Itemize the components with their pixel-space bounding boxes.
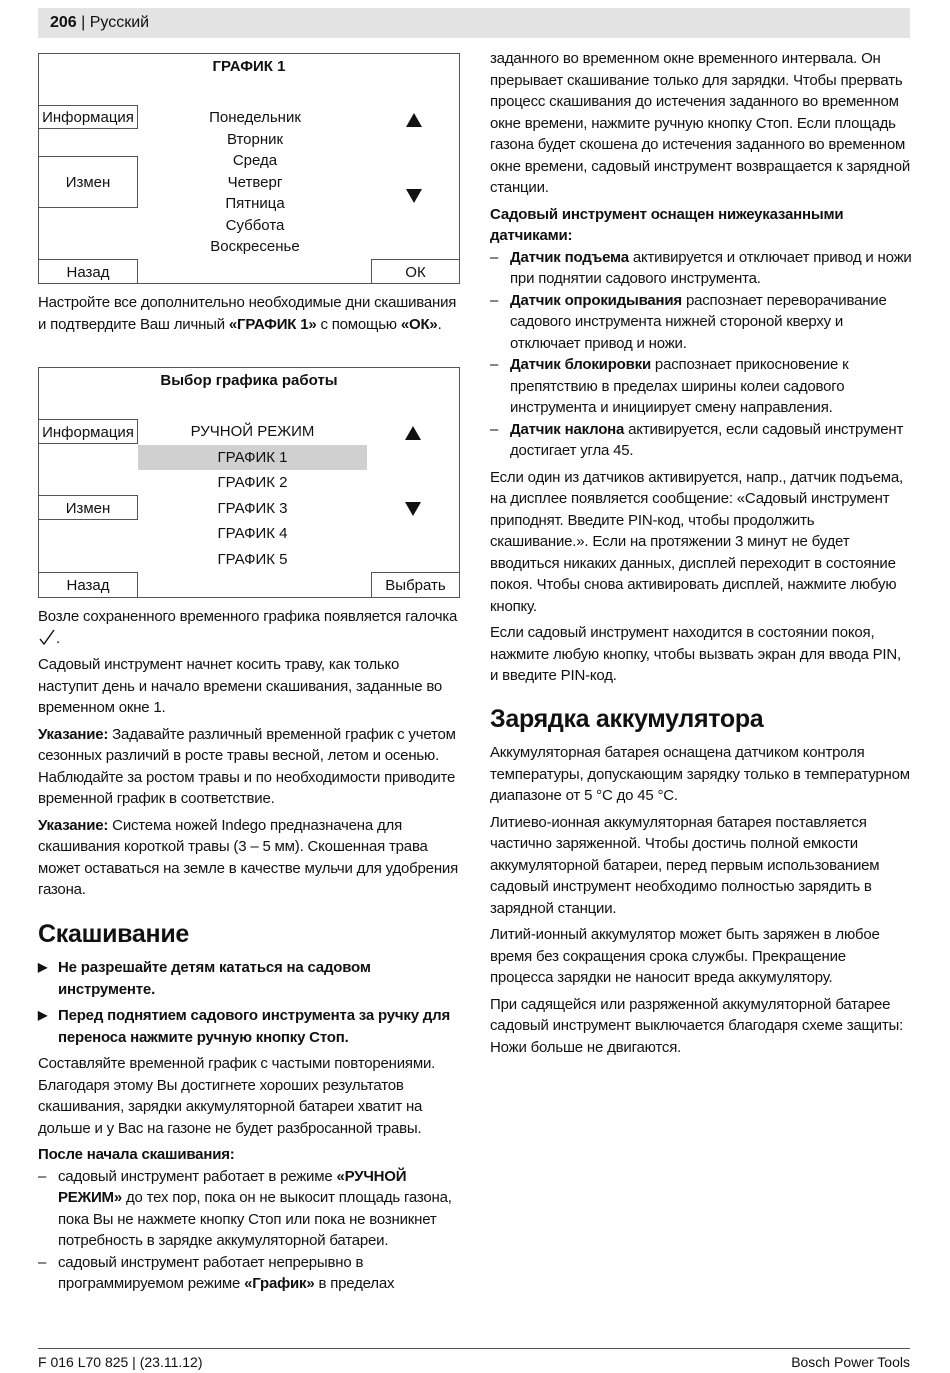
edit-button[interactable]: Измен xyxy=(38,156,138,208)
list-item[interactable]: Пятница xyxy=(225,195,285,212)
list-item: – Датчик подъема активируется и отключает привод и ножи при поднятии садового инструмента. xyxy=(490,248,912,287)
info-button[interactable]: Информация xyxy=(38,105,138,129)
back-button[interactable]: Назад xyxy=(38,572,138,598)
list-item[interactable]: РУЧНОЙ РЕЖИМ xyxy=(190,423,315,440)
info-button[interactable]: Информация xyxy=(38,419,138,444)
list-item[interactable]: ГРАФИК 5 xyxy=(217,550,288,568)
header-language: Русский xyxy=(89,14,150,31)
page-footer xyxy=(38,1348,910,1370)
list-item[interactable]: ГРАФИК 2 xyxy=(217,474,288,491)
page-header: 206 | Русский xyxy=(38,8,910,38)
footer-doc-id: F 016 L70 825 | (23.11.12) xyxy=(38,1354,203,1370)
checkmark-paragraph: Возле сохраненного временного графика появляется галочка . xyxy=(38,608,458,647)
ok-button[interactable]: ОК xyxy=(371,259,460,284)
paragraph: заданного во временном окне временного интервала. Он прерывает скашивание только для зарядки. Чтобы прервать процесс скашивания до истечения заданного во временном окне времени, нажмите ручную кнопку Стоп. Если площадь газона будет скошена до истечения заданного во временном окне времени, садовый инструмент возвращается к зарядной станции. xyxy=(490,50,911,196)
list-item[interactable]: Суббота xyxy=(225,216,285,234)
list-item[interactable]: Среда xyxy=(232,152,278,169)
right-column xyxy=(490,48,912,1063)
list-item: – Датчик блокировки распознает прикосновение к препятствию в пределах ширины колеи садового инструмента и инициирует смену направления. xyxy=(490,356,849,416)
warning-item: ▶ Перед поднятием садового инструмента за ручку для переноса нажмите ручную кнопку Стоп. xyxy=(38,1007,451,1046)
instruction-paragraph: Настройте все дополнительно необходимые дни скашивания и подтвердите Ваш личный «ГРАФИК 1» с помощью «ОК». xyxy=(38,294,457,333)
triangle-right-icon: ▶ xyxy=(38,960,48,974)
select-button[interactable]: Выбрать xyxy=(371,572,460,598)
mode-select-screen xyxy=(38,367,460,598)
screen-title: ГРАФИК 1 xyxy=(212,58,286,75)
paragraph: Если один из датчиков активируется, напр., датчик подъема, на дисплее появляется сообщение: «Садовый инструмент приподнят. Введите PIN-код, чтобы продолжить скашивание.». Если на протяжении 3 минут не будет вводиться никаких данных, дисплей переходит в состояние покоя. Чтобы снова активировать дисплей, нажмите любую кнопку. xyxy=(490,468,904,615)
list-item-selected[interactable]: ГРАФИК 1 xyxy=(138,445,367,471)
subheading: Садовый инструмент оснащен нижеуказанными датчиками: xyxy=(490,205,844,244)
page-number: 206 xyxy=(50,14,77,31)
note-paragraph: Указание: Задавайте различный временной график с учетом сезонных различий в росте травы весной, летом и осенью. Наблюдайте за ростом травы и по необходимости приводите временной график в соответствие. xyxy=(38,725,456,807)
checkmark-icon xyxy=(38,628,56,646)
note-paragraph: Указание: Система ножей Indego предназначена для скашивания короткой травы (3 – 5 мм). Скошенная трава может оставаться на земле в качестве мульчи для удобрения газона. xyxy=(38,816,459,898)
back-button[interactable]: Назад xyxy=(38,259,138,284)
triangle-right-icon: ▶ xyxy=(38,1008,48,1022)
paragraph: Аккумуляторная батарея оснащена датчиком контроля температуры, допускающим зарядку только в температурном диапазоне от 5 °C до 45 °C. xyxy=(490,744,910,804)
list-item[interactable]: Четверг xyxy=(227,173,283,191)
arrow-down-icon[interactable] xyxy=(405,502,421,516)
list-item[interactable]: Воскресенье xyxy=(210,238,300,255)
list-item[interactable]: Понедельник xyxy=(209,109,301,126)
left-column xyxy=(38,606,460,1295)
list-item[interactable]: Вторник xyxy=(226,130,284,148)
days-list xyxy=(149,107,361,258)
mode-list xyxy=(138,419,367,572)
list-item: – садовый инструмент работает в режиме «РУЧНОЙ РЕЖИМ» до тех пор, пока он не выкосит площадь газона, пока Вы не нажмете кнопку Стоп или пока не возникнет потребность в зарядке аккумуляторной батареи. xyxy=(38,1167,452,1249)
paragraph: Литиево-ионная аккумуляторная батарея поставляется частично заряженной. Чтобы достичь полной емкости аккумуляторной батареи, перед первым использованием садовый инструмент необходимо полностью зарядить в зарядной станции. xyxy=(490,813,880,917)
paragraph: При садящейся или разряженной аккумуляторной батарее садовый инструмент выключается благодаря схеме защиты: Ножи больше не двигаются. xyxy=(490,995,904,1056)
list-item: – Датчик наклона активируется, если садовый инструмент достигает угла 45. xyxy=(490,420,904,459)
list-item[interactable]: ГРАФИК 4 xyxy=(217,525,288,542)
subheading: После начала скашивания: xyxy=(38,1146,235,1163)
screen-title: Выбор графика работы xyxy=(160,372,338,389)
list-item[interactable]: ГРАФИК 3 xyxy=(217,499,288,517)
paragraph: Садовый инструмент начнет косить траву, как только наступит день и начало времени скашивания, заданные во временном окне 1. xyxy=(38,656,443,716)
warning-item: ▶ Не разрешайте детям кататься на садовом инструменте. xyxy=(38,959,371,998)
footer-brand: Bosch Power Tools xyxy=(791,1354,910,1370)
arrow-up-icon[interactable] xyxy=(405,426,421,440)
section-heading-charging: Зарядка аккумулятора xyxy=(490,704,764,733)
paragraph: Если садовый инструмент находится в состоянии покоя, нажмите любую кнопку, чтобы вызвать экран для ввода PIN, и введите PIN-код. xyxy=(490,624,901,684)
list-item: – Датчик опрокидывания распознает переворачивание садового инструмента нижней стороной кверху и отключает привод и ножи. xyxy=(490,291,887,352)
arrow-down-icon[interactable] xyxy=(406,189,422,203)
arrow-up-icon[interactable] xyxy=(406,113,422,127)
paragraph: Составляйте временной график с частыми повторениями. Благодаря этому Вы достигнете хороших результатов скашивания, зарядки аккумуляторной батареи хватит на дольше и у Вас на газоне не будет разбросанной травы. xyxy=(38,1055,436,1137)
schedule-screen xyxy=(38,53,460,284)
list-item: – садовый инструмент работает непрерывно в программируемом режиме «График» в пределах xyxy=(38,1253,395,1292)
section-heading-mowing: Скашивание xyxy=(38,919,189,948)
paragraph: Литий-ионный аккумулятор может быть заряжен в любое время без сокращения срока службы. Прекращение процесса зарядки не наносит вреда аккумулятору. xyxy=(490,926,880,986)
edit-button[interactable]: Измен xyxy=(38,495,138,520)
